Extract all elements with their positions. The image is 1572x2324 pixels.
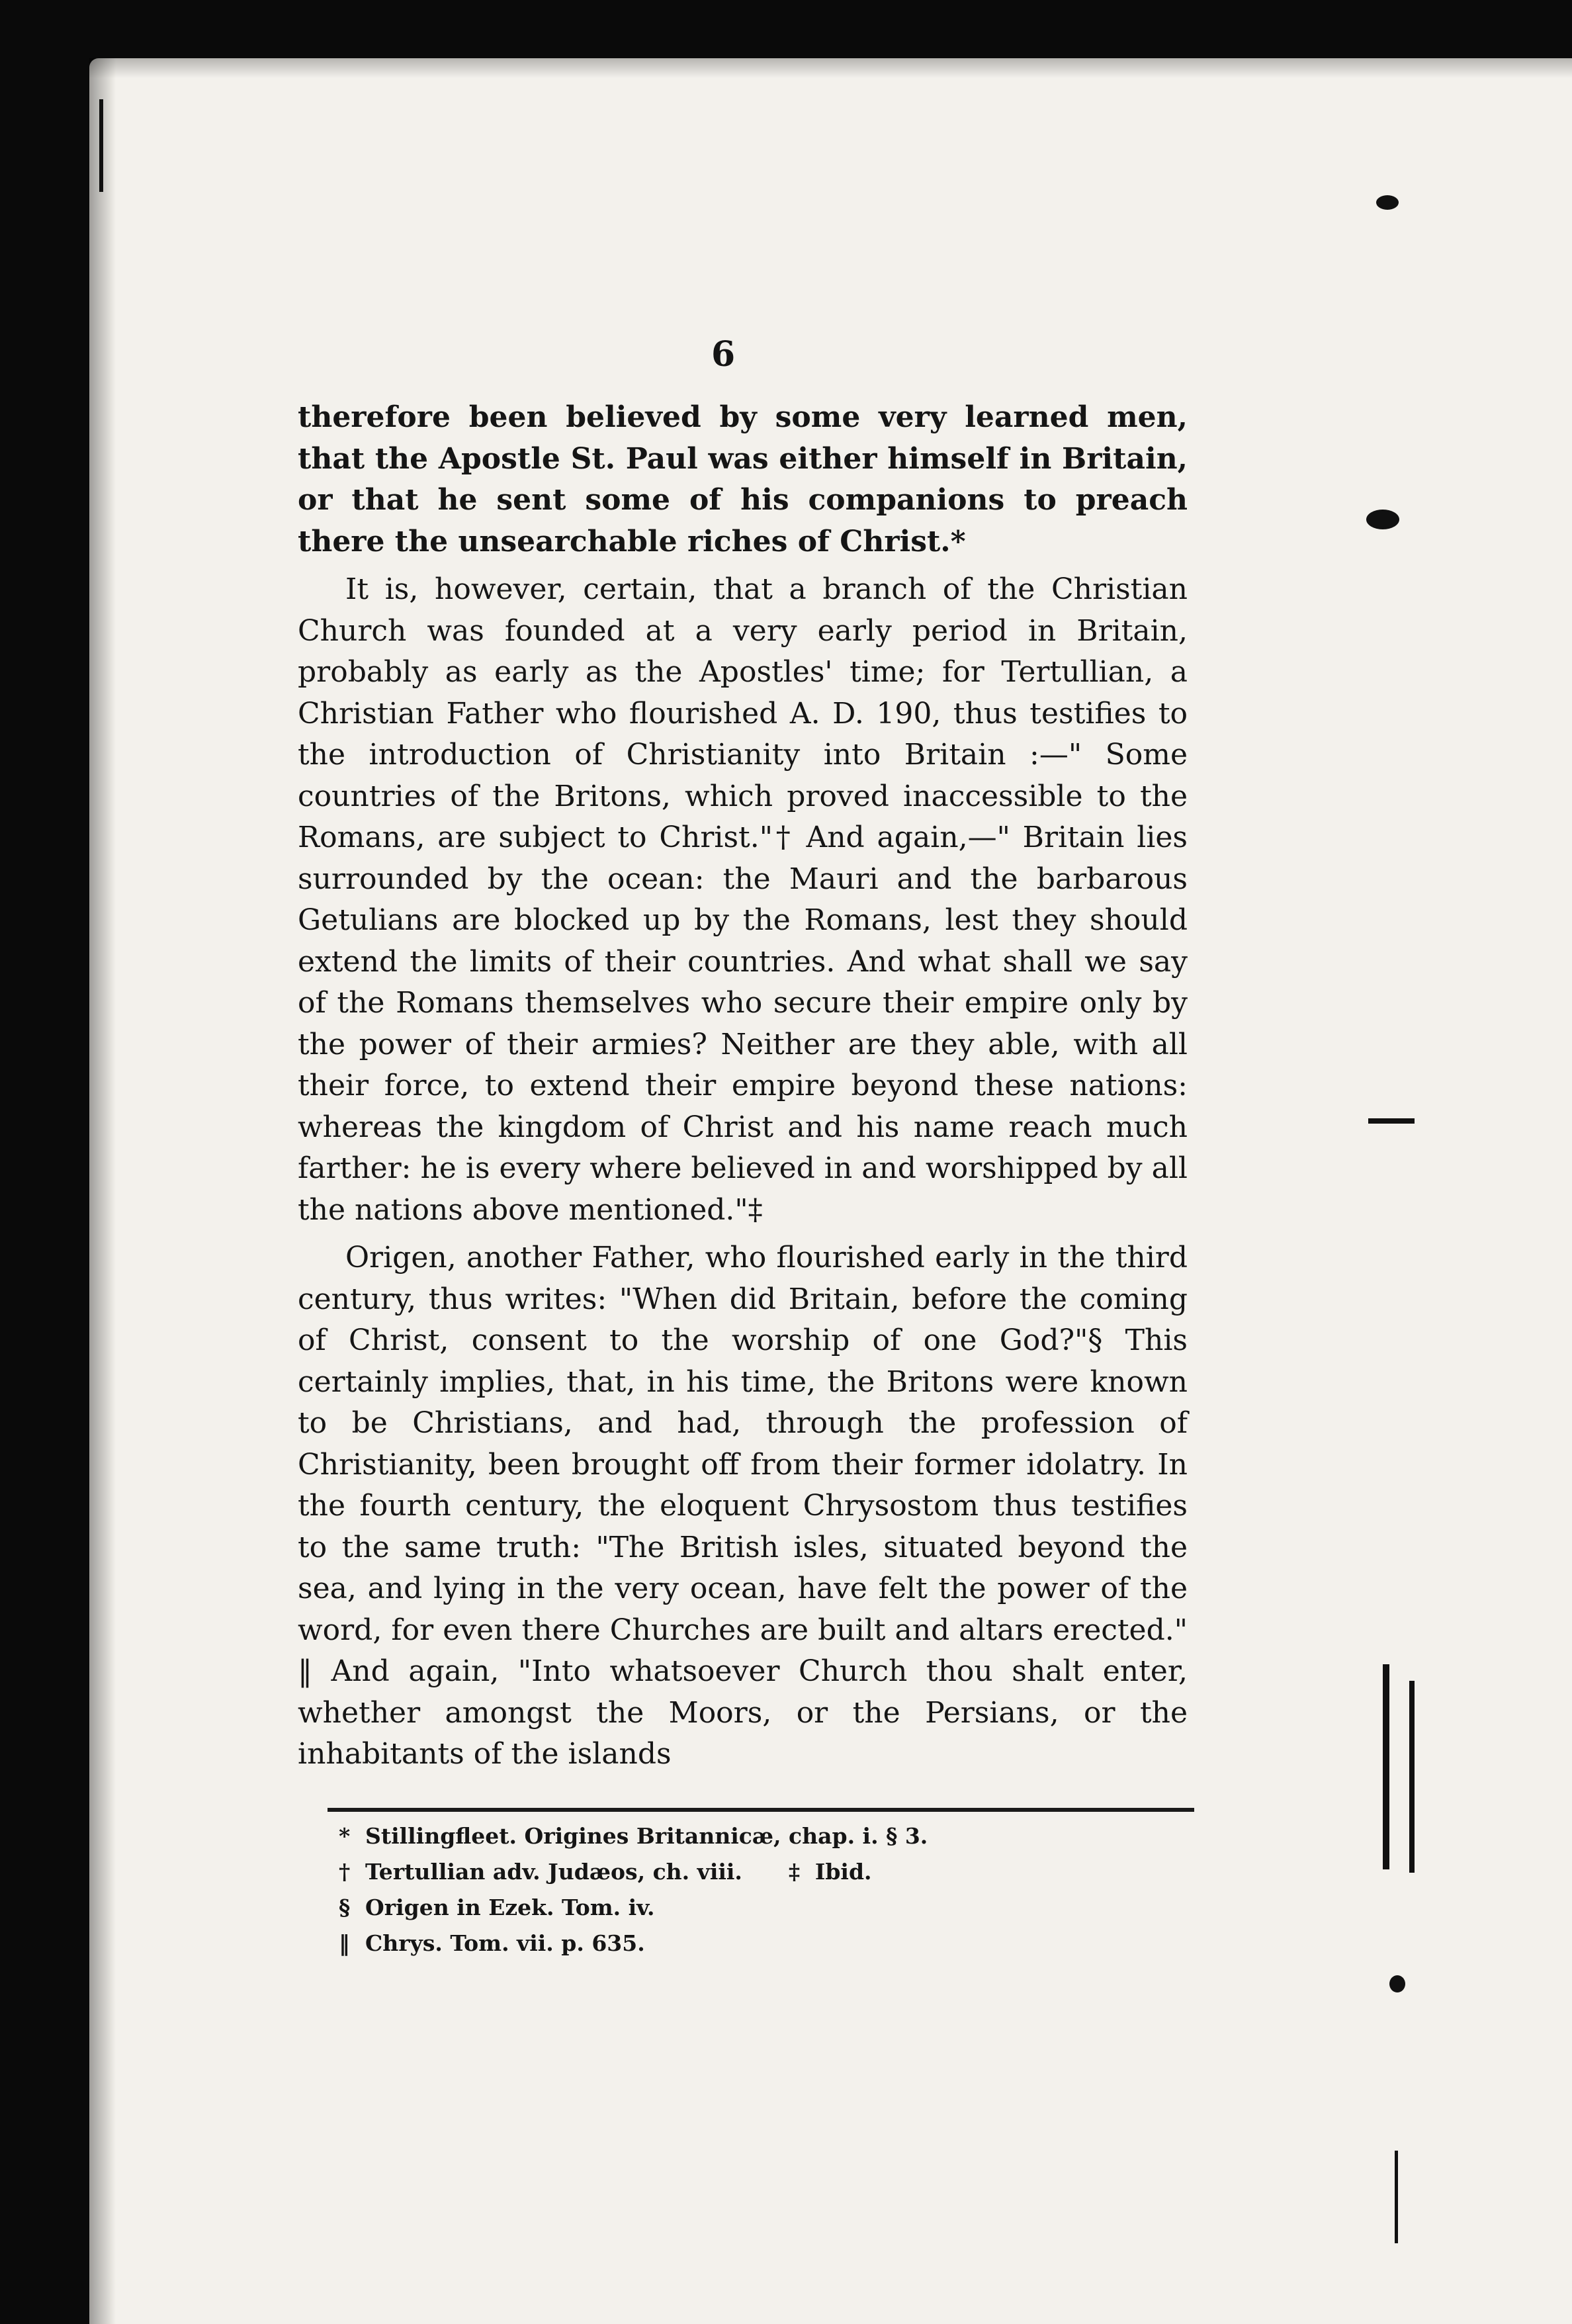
- footnote-text: Stillingfleet. Origines Britannicæ, chap. i. § 3.: [365, 1823, 928, 1849]
- footnote-mark: *: [339, 1823, 351, 1849]
- footnote-text: Chrys. Tom. vii. p. 635.: [365, 1930, 645, 1956]
- footnote-rule: [328, 1808, 1194, 1812]
- footnote-1: [339, 1818, 1166, 1854]
- footnote-3: [339, 1890, 1166, 1926]
- paragraph-2: It is, however, certain, that a branch of the Christian Church was founded at a very early period in Britain, probably as early as the Apostles' time; for Tertullian, a Christian Father who flourished A. D. 190, thus testifies to the introduction of Christianity into Britain :—" Some countries of the Britons, which proved inaccessible to the Romans, are subject to Christ."† And again,—" Britain lies surrounded by the ocean: the Mauri and the barbarous Getulians are blocked up by the Romans, lest they should extend the limits of their countries. And what shall we say of the Romans themselves who secure their empire only by the power of their armies? Neither are they able, with all their force, to extend their empire beyond these nations: whereas the kingdom of Christ and his name reach much farther: he is every where believed in and worshipped by all the nations above mentioned."‡: [298, 572, 1188, 1227]
- footnote-text: Origen in Ezek. Tom. iv.: [365, 1895, 655, 1920]
- footnotes: [339, 1818, 1166, 1961]
- scan-mark: [1409, 1681, 1415, 1873]
- page-number: 6: [711, 334, 736, 375]
- body-text: [298, 397, 1188, 1782]
- footnote-4: [339, 1926, 1166, 1961]
- footnote-text: Ibid.: [814, 1859, 872, 1885]
- scan-mark: [1368, 1118, 1415, 1124]
- scan-speck: [1376, 195, 1399, 210]
- page-edge-shadow: [89, 58, 116, 2324]
- footnote-mark: §: [339, 1895, 351, 1920]
- footnote-2: [339, 1854, 1166, 1890]
- footnote-mark: ‖: [339, 1930, 350, 1956]
- scan-mark: [99, 99, 103, 192]
- page-top-shadow: [89, 58, 1572, 78]
- scan-speck: [1389, 1975, 1405, 1992]
- scan-mark: [1383, 1664, 1389, 1869]
- paragraph-3: Origen, another Father, who flourished early in the third century, thus writes: "When did Britain, before the coming of Christ, consent to the worship of one God?"§ This certainly implies, that, in his time, the Britons were known to be Christians, and had, through the profession of Christianity, been brought off from their former idolatry. In the fourth century, the eloquent Chrysostom thus testifies to the same truth: "The British isles, situated beyond the sea, and lying in the very ocean, have felt the power of the word, for even there Churches are built and altars erected." ‖ And again, "Into whatsoever Church thou shalt enter, whether amongst the Moors, or the Persians, or the inhabitants of the islands: [298, 1241, 1188, 1771]
- scan-speck: [1366, 510, 1399, 529]
- footnote-text: Tertullian adv. Judæos, ch. viii.: [365, 1859, 742, 1885]
- footnote-mark: †: [339, 1859, 351, 1885]
- paragraph-1: therefore been believed by some very learned men, that the Apostle St. Paul was either himself in Britain, or that he sent some of his companions to preach there the unsearchable riches of Christ.*: [298, 400, 1188, 559]
- footnote-mark: ‡: [788, 1859, 801, 1885]
- scan-mark: [1395, 2151, 1398, 2243]
